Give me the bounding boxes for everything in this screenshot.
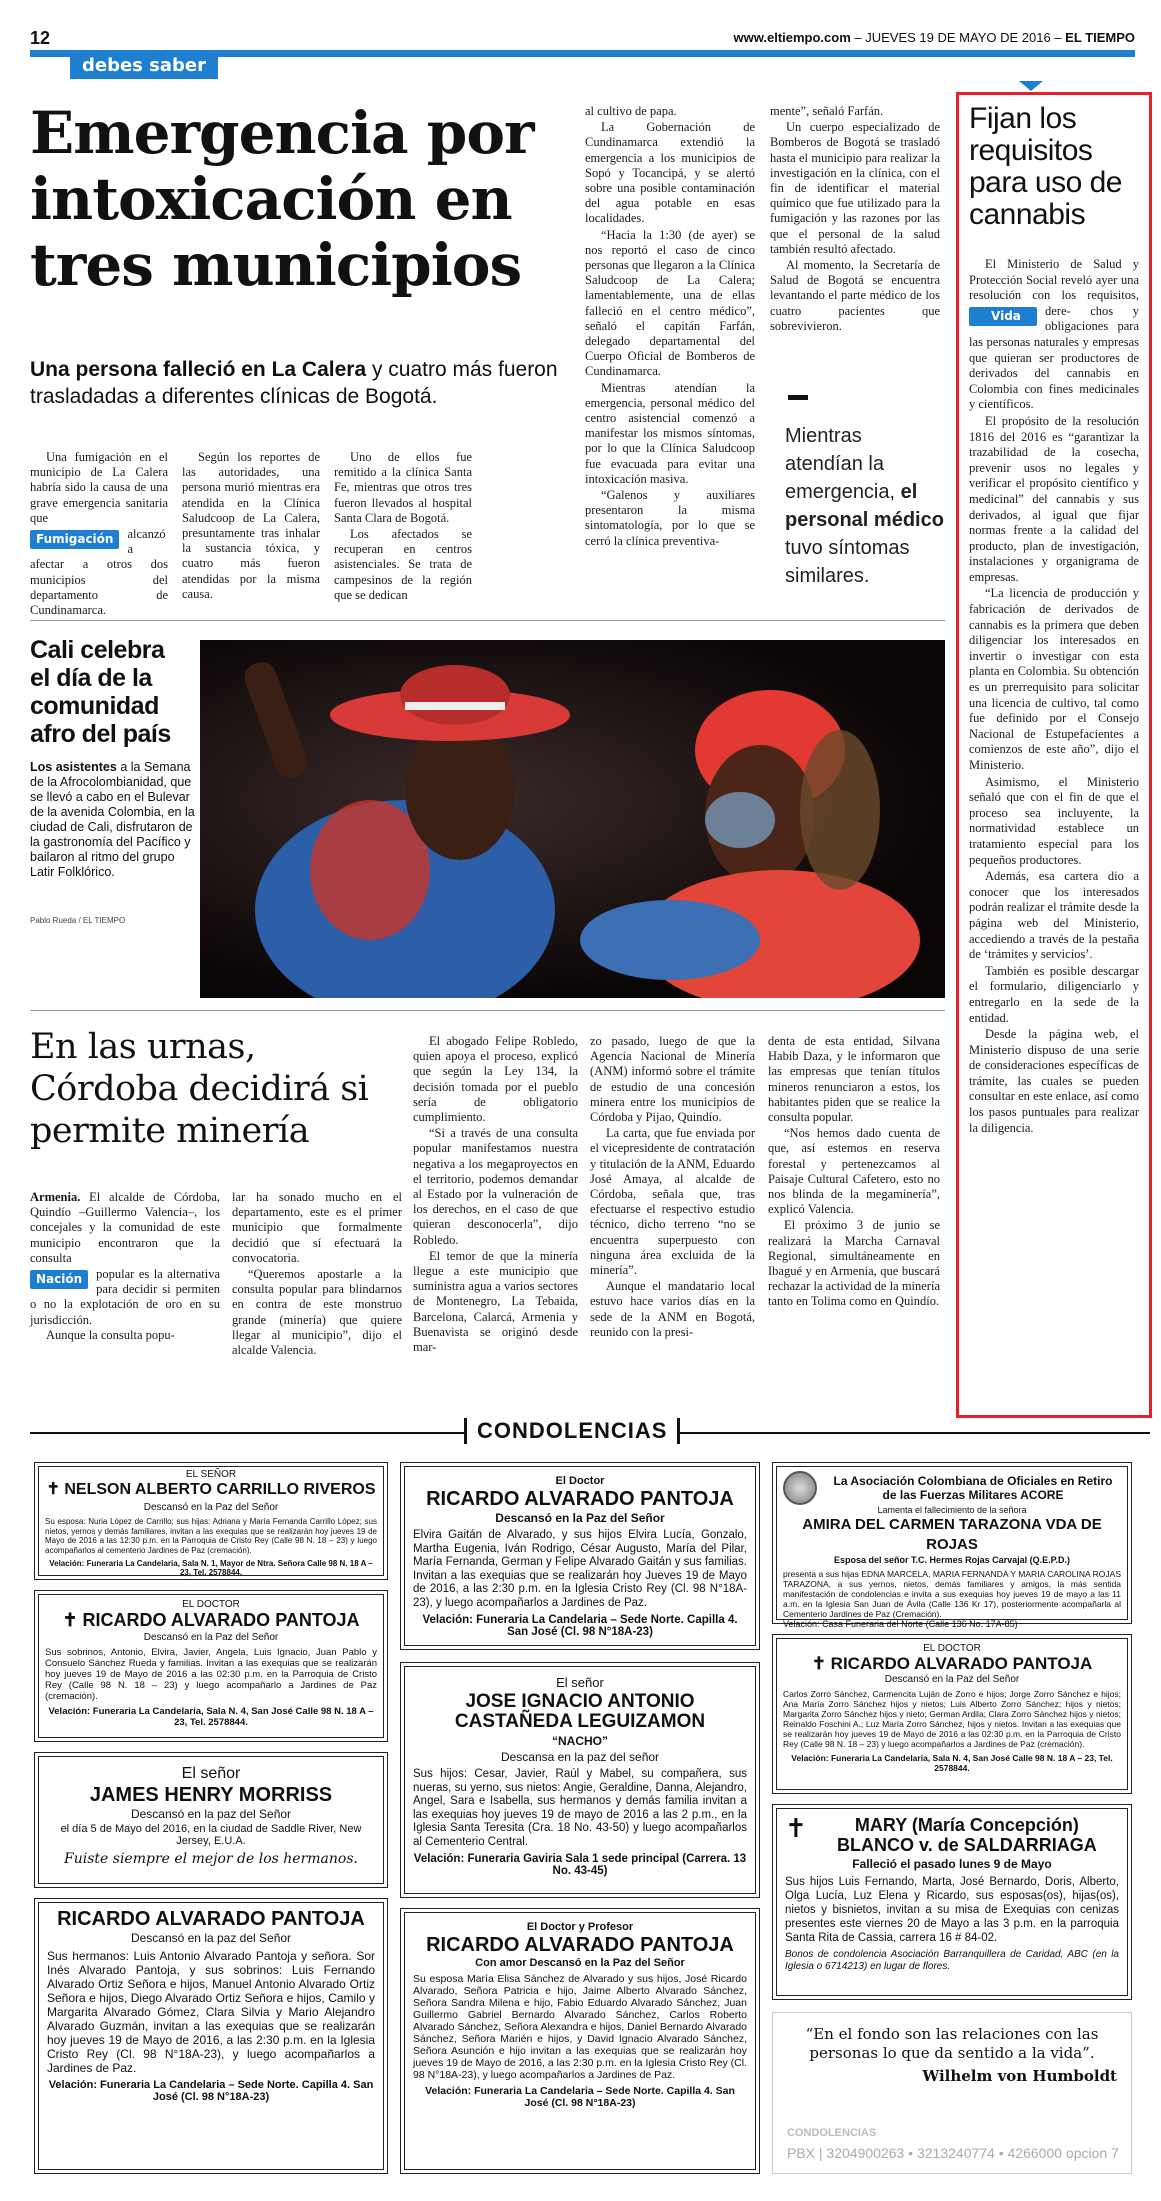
footer-phones: PBX | 3204900263 • 3213240774 • 4266000 opcion 7 [787,2145,1119,2161]
cordoba-col-5 [768,1034,940,1311]
deceased-name: BLANCO v. de SALDARRIAGA [837,1835,1097,1855]
text: Según los reportes de las autoridades, una persona murió mientras era atendida en la Clínica Saludcoop de La Calera, presuntamente tras inhalar la sustancia tóxica, y cuatro más fueron atendidas por la misma causa. [182,450,320,601]
text: el día 5 de Mayo del 2016, en la ciudad de Saddle River, New Jersey, E.U.A. [60,1823,362,1847]
text: Velación: Funeraria La Candelaria, Sala N. 4, San José Calle 98 N. 18 A – 23, Tel. 2578844. [48,1706,374,1728]
text: Aunque el mandatario local estuvo hace varios días en la sede de la ANM en Bogotá, reunido con la presi- [590,1279,755,1339]
subtitle-bold: Una persona falleció en La Calera [30,358,367,381]
text: “Galenos y auxiliares presentaron la misma sintomatología, por lo que se cerró la clínica preventiva- [585,488,755,548]
condolences-heading [464,1418,680,1444]
text: Sus sobrinos, Antonio, Elvira, Javier, Angela, Luis Ignacio, Juan Pablo y Consuelo Sánchez Rueda y familias. Invitan a las exequias que se realizarán hoy jueves 19 de Mayo de 2016 a las 02:30 p.m. en la Parroquia de Cristo Rey (Calle 98 N. 18 – 23) y luego acompañarlo a Jardines de Paz (cremación). [45,1647,377,1702]
text: Fuiste siempre el mejor de los hermanos. [64,1851,358,1867]
deceased-name: RICARDO ALVARADO PANTOJA [57,1908,365,1930]
site-url[interactable]: www.eltiempo.com [733,30,851,45]
text: lar ha sonado mucho en el departamento, este es el primer municipio que formalmente decidió que sí efectuará la convocatoria. [232,1190,402,1265]
brand-name: EL TIEMPO [1065,30,1135,45]
text: Descansa en la paz del señor [500,1750,660,1764]
text: Sus hermanos: Luis Antonio Alvarado Pantoja y señora. Sor Inés Alvarado Pantoja, y sus sobrinos: Luis Fernando Alvarado Ortiz Señora e hijos, Manuel Antonio Alvarado Ortiz Señora e hijos, Diego Alvarado Ortiz Señora e hijos, Camilo y Margarita Alvarado Gómez, Clara Silvia y Mario Alejandro Alvarado Guzmán, invitan a las exequias que se realizarán hoy jueves 19 de Mayo de 2016, a las 2:30 p.m. en la Iglesia Cristo Rey (Cl. 98 N°18A-23), y luego acompañarlos a Jardines de Paz. [47,1949,375,2075]
lead-col-4 [585,104,755,550]
cross-icon: ✝ [46,1481,65,1498]
cordoba-col-3 [413,1034,578,1356]
text: Velación: Funeraria La Candelaria, Sala N. 4, San José Calle 98 N. 18 A – 23, Tel. 2578844. [791,1753,1113,1773]
lead-col-1 [30,450,168,618]
text: Los afectados se recuperan en centros asistenciales. Se trata de campesinos de la región que se dedican [334,527,472,602]
text: El abogado Felipe Robledo, quien apoya el proceso, explicó que según la Ley 134, la decisión tomada por el pueblo sería de obligatorio cumplimiento. [413,1034,578,1125]
text: Descansó en la paz del Señor [130,1807,292,1821]
sidebar-title: Fijan los requisitos para uso de cannabis [969,102,1122,231]
text: Armenia. [30,1190,81,1204]
text: “Hacia la 1:30 (de ayer) se nos reportó el caso de cinco personas que llegaron a la Clínica Saludcoop de La Calera; lamentablemente, una de ellas falleció en el centro médico”, señaló el capitán Farfán, delegado departamental del Cuerpo Oficial de Bomberos de Cundinamarca. [585,227,755,379]
text: chos y obligaciones para las personas naturales y empresas que quieran ser productores de derivados del cannabis en Colombia con fines medicinales y científicos. [969,303,1139,412]
text: Con amor Descansó en la Paz del Señor [475,1957,685,1969]
cannabis-sidebar [956,92,1152,1418]
obituary-carrillo [34,1462,388,1580]
text: Un cuerpo especializado de Bomberos de Bogotá se trasladó hasta el municipio para realizar la investigación en la clínica, con el fin de identificar el material químico que fue utilizado para la fumigación y las razones por las que el personal de la salud también resultó afectado. [770,120,940,256]
divider [30,620,945,621]
text: el personal médico [785,481,944,531]
lead-title: Emergencia por intoxicación en tres municipios [30,99,534,299]
text: Descansó en la Paz del Señor [884,1674,1020,1685]
text: El Ministerio de Salud y Protección Social reveló ayer una resolución con los requisitos, dere- [969,257,1139,318]
dancer-man [240,658,570,998]
text: La Gobernación de Cundinamarca extendió la emergencia a los municipios de Sopó y Tocancipá, y se alertó sobre una posible contaminación del agua potable en esas localidades. [585,120,755,226]
pull-quote-dash [788,395,808,400]
cross-icon: ✝ [811,1654,831,1673]
cordoba-col-4 [590,1034,755,1341]
text: El señor [556,1675,604,1690]
text: Los asistentes [30,760,117,774]
tag-fumigacion: Fumigación [30,530,119,549]
text: EL DOCTOR [182,1599,240,1610]
text: Aunque la consulta popu- [46,1327,175,1342]
deceased-name: ✝ RICARDO ALVARADO PANTOJA [811,1654,1093,1673]
obituary-alvarado-a2 [34,1590,388,1742]
deceased-name: RICARDO ALVARADO PANTOJA [426,1934,734,1956]
text: denta de esta entidad, Silvana Habib Daza, y le informaron que las empresas que tenían títulos mineros renunciaron a estos, los habitantes piden que se realice la consulta popular. [768,1034,940,1125]
text: mente”, señaló Farfán. [770,104,884,118]
sidebar-pointer [1019,81,1043,91]
tag-nacion: Nación [30,1270,88,1289]
text: EL DOCTOR [923,1643,981,1654]
text: presenta a sus hijas EDNA MARCELA, MARIA FERNANDA Y MARIA CAROLINA ROJAS TARAZONA, a sus yernos, nietos, demás familiares y amigos, la más sentida manifestación de condolencias e invita a sus exequias hoy jueves 19 de mayo a las 11 a.m. en la Iglesia San Juan de Ávila (Calle 136 Kr 17), posteriormente acompañarla al Cementerio Jardines de Paz (Cremación). [783,1569,1121,1619]
text: Sus hijos Luis Fernando, Marta, José Bernardo, Doris, Alberto, Olga Lucía, Luz Elena y Ricardo, sus esposas(os), hijas(os), nietos y bisnietos, invitan a su misa de Exequias con cenizas presentes este viernes 20 de Mayo a las 3 p.m. en la parroquia Santa Rita de Cassia, carrera 16 # 84-02. [785,1876,1119,1944]
cordoba-col-2 [232,1190,402,1359]
text: El próximo 3 de junio se realizará la Marcha Carnaval Regional, simultáneamente en Ibagué y en Armenia, que buscará rechazar la actividad de la minería tanto en Tolima como en Quindío. [768,1218,940,1309]
page-number: 12 [30,28,51,48]
obituary-tarazona [772,1462,1132,1629]
obituary-alvarado-b1 [400,1462,760,1650]
text: Velación: Funeraria La Candelaria – Sede Norte. Capilla 4. San José (Cl. 98 N°18A-23) [48,2079,374,2103]
text: El señor [181,1765,241,1782]
text: Velación: Casa Funeraria del Norte (Calle 136 No. 17A-85) [783,1619,1018,1629]
text: Esposa del señor T.C. Hermes Rojas Carvajal (Q.E.P.D.) [834,1555,1070,1565]
text: Uno de ellos fue remitido a la clínica Santa Fe, mientras que otros tres fueron llevados al hospital Santa Clara de Bogotá. [334,450,472,525]
text: El temor de que la minería llegue a este municipio que suministra agua a varios sectores de Montenegro, La Tebaida, Barcelona, Calarcá, Armenia y Buenavista se originó desde mar- [413,1248,578,1355]
text: “NACHO” [552,1734,608,1748]
deceased-name: JAMES HENRY MORRISS [89,1784,333,1806]
text: Sus hijos: Cesar, Javier, Raúl y Mabel, su compañera, sus nueras, su yerno, sus nietos: Angie, Geraldine, Danna, Alejandro, Angel, Sara e Isabella, sus hermanos y demás familia invitan a las exequias hoy jueves 19 de mayo de 2016 a las 2 p.m., en la Iglesia Santa Teresita (Cra. 18 No. 43-50) y luego acompañarlos al Cementerio Central. [413,1768,747,1848]
text: Descansó en la Paz del Señor [143,1502,279,1513]
issue-date: JUEVES 19 DE MAYO DE 2016 [865,30,1051,45]
obituary-blanco [772,1804,1132,2000]
text: CONDOLENCIAS [477,1418,668,1443]
text: El Doctor [555,1475,605,1487]
text: alcanzó a afectar a otros dos municipios del departamento de Cundinamarca. [30,527,168,618]
obituary-castaneda [400,1662,760,1898]
cali-caption [30,760,195,880]
text: Velación: Funeraria La Candelaria – Sede Norte. Capilla 4. San José (Cl. 98 N°18A-23) [422,1614,738,1638]
lead-col-3 [334,450,472,604]
divider [30,1010,945,1011]
text: Descansó en la Paz del Señor [143,1632,279,1643]
obituary-alvarado-a4 [34,1898,388,2174]
text: Mientras atendían la emergencia, personal médico del centro asistencial comenzó a manifestar los mismos síntomas, por lo que la Clínica Saludcoop fue evacuada para evitar una intoxicación masiva. [585,380,755,486]
text: Además, esa cartera dio a conocer que los interesados podrán realizar el trámite desde la página web del Ministerio, accediendo a través de la pestaña de ‘trámites y servicios’. [969,869,1139,962]
quote-text: “En el fondo son las relaciones con las personas lo que da sentido a la vida”. [805,2025,1099,2062]
footer-label: CONDOLENCIAS [787,2127,877,2139]
text: Velación: Funeraria La Candelaria – Sede Norte. Capilla 4. San José (Cl. 98 N°18A-23) [425,2085,735,2109]
deceased-name: RICARDO ALVARADO PANTOJA [426,1488,734,1510]
text: Elvira Gaitán de Alvarado, y sus hijos Elvira Lucía, Gonzalo, Martha Eugenia, Iván Rodrigo, César Augusto, María del Pilar, María Fernanda, German y Felipe Alvarado Gaitán y sus familias. Invitan a las exequias que se realizarán hoy Jueves 19 de Mayo de 2016, a las 2:30 p.m. en la Iglesia Cristo Rey (Cl. 98 N°18A-23), y luego acompañarlos a Jardines de Paz. [413,1529,747,1609]
obituary-alvarado-c2 [772,1634,1132,1794]
text: Descansó en la paz del Señor [130,1931,292,1945]
text: Al momento, la Secretaría de Salud de Bogotá se encuentra levantando el parte médico de los cuatro pacientes que sobrevivieron. [770,258,940,333]
text: Asimismo, el Ministerio señaló que con el fin de que el proceso sea incluyente, la normatividad establece un tratamiento especial para los pequeños productores. [969,774,1139,867]
cross-icon: ✝ [785,1813,807,1843]
text: Carlos Zorro Sánchez, Carmencita Luján de Zorro e hijos; Jorge Zorro Sánchez e hijos; Ana María Zorro Sánchez hijos y nietos; Luis Alberto Zorro Sánchez; hijos y nietos; Margarita Zorro Sánchez hijos y nieto; German Ardila; Clara Zorro Sánchez hijos y nietos; Reinaldo Foschini A.; Luz María Zorro Sánchez, hijos y nietos. Invitan a las exequias que se realizarán hoy jueves 19 de Mayo de 2016 a las 02:30 p.m. en la Parroquia de Cristo Rey (Calle 98 N. 18 – 23) y luego acompañarlos a Jardines de Paz (cremación). [783,1689,1121,1749]
cali-title: Cali celebra el día de la comunidad afro del país [30,636,171,748]
text: Descansó en la Paz del Señor [495,1511,665,1525]
text: La carta, que fue enviada por el vicepresidente de contratación y titulación de la ANM, Eduardo José Amaya, al alcalde de Córdoba, señala que, tras efectuarse el respectivo estudio técnico, dicho terreno “no se encuentra superpuesto con ninguna área excluida de la minería”. [590,1126,755,1278]
text: “Nos hemos dado cuenta de que, así estemos en reserva forestal y pertenezcamos al Paisaje Cultural Cafetero, esto no nos blinda de la megaminería”, explicó Valencia. [768,1126,940,1217]
text: popular es la alternativa para decidir si permiten o no la explotación de oro en su jurisdicción. [30,1267,220,1327]
obituary-alvarado-b3 [400,1908,760,2174]
subtitle-rest: y cuatro más fueron trasladadas a diferentes clínicas de Bogotá. [30,358,558,408]
dancer-woman [580,690,920,998]
cordoba-title: En las urnas, Córdoba decidirá si permite minería [30,1027,369,1151]
text: EL SEÑOR [185,1469,237,1480]
cross-icon: ✝ [62,1610,83,1630]
text: Velación: Funeraria Gaviria Sala 1 sede principal (Carrera. 13 No. 43-45) [413,1853,747,1877]
text: El Doctor y Profesor [526,1921,634,1933]
text: También es posible descargar el formulario, diligenciarlo y entregarlo en la sede de la entidad. [969,963,1139,1025]
text: El alcalde de Córdoba, Quindío –Guillermo Valencia–, los concejales y la comunidad de este municipio encontraron que la consulta [30,1190,220,1265]
deceased-name: JOSE IGNACIO ANTONIO CASTAÑEDA LEGUIZAMON [454,1691,706,1732]
deceased-name: ✝ RICARDO ALVARADO PANTOJA [62,1610,360,1630]
cordoba-col-1 [30,1190,220,1344]
section-bar [30,50,1135,74]
sidebar-body [969,257,1139,1136]
text: Mientras atendían la emergencia, [785,425,901,503]
humboldt-quote-box [772,2012,1132,2174]
text: Su esposa: Nuria López de Carrillo; sus hijas: Adriana y María Fernanda Carrillo López; sus nietos, yernos y demás familiares, invitan a las exequias que se realizarán hoy jueves 19 de Mayo de 2016 a las 12:30 p.m. en la Parroquia de Cristo Rey (Calle 98 N. 18 – 23) y luego acompañarlos al cementerio Jardines de Paz (cremación). [45,1517,377,1555]
text: zo pasado, luego de que la Agencia Nacional de Minería (ANM) informó sobre el trámite de estudio de una concesión minera entre los municipios de Córdoba y Pijao, Quindío. [590,1034,755,1125]
text: Lamenta el fallecimiento de la señora [877,1505,1027,1515]
text: Desde la página web, el Ministerio dispuso de una serie de consideraciones específicas de trámite, las cuales se pueden consultar en este enlace, así como los pasos puntuales para realizar la diligencia. [969,1027,1139,1135]
text: Velación: Funeraria La Candelaria, Sala N. 1, Mayor de Ntra. Señora Calle 98 N. 18 A – 23, Tel. 2578844. [49,1559,373,1577]
page-header [30,28,1135,80]
text: La Asociación Colombiana de Oficiales en Retiro de las Fuerzas Militares ACORE [833,1474,1113,1502]
photo-credit: Pablo Rueda / EL TIEMPO [30,916,126,925]
quote-author: Wilhelm von Humboldt [922,2067,1117,2085]
deceased-name: MARY (María Concepción) [854,1815,1079,1835]
text: “Queremos apostarle a la consulta popular para blindarnos en contra de este monstruo grande (minería) que quiere llegar al municipio”, dijo el alcalde Valencia. [232,1267,402,1358]
header-info: www.eltiempo.com – JUEVES 19 DE MAYO DE 2016 – EL TIEMPO [733,30,1135,45]
deceased-name: ✝ NELSON ALBERTO CARRILLO RIVEROS [46,1481,376,1498]
text: El propósito de la resolución 1816 del 2016 es “garantizar la trazabilidad de la cosecha, prevenir usos no legales y verificar el propósito científico y medicinal” del cannabis y sus derivados, al igual que fijar normas frente a la calidad del producto, plan de investigación, instalaciones y organigrama de empresas. [969,413,1139,584]
pull-quote [785,422,945,590]
text: a la Semana de la Afrocolombianidad, que se llevó a cabo en el Bulevar de la avenida Colombia, en la ciudad de Cali, disfrutaron de la gastronomía del Pacífico y bailaron al ritmo del grupo Latir Folklórico. [30,760,195,879]
lead-col-5 [770,104,940,335]
acore-seal-icon [783,1471,817,1505]
deceased-name: AMIRA DEL CARMEN TARAZONA VDA DE ROJAS [802,1516,1102,1553]
text: Su esposa María Elisa Sánchez de Alvarado y sus hijos, José Ricardo Alvarado, Señora Patricia e hijo, Jaime Alberto Alvarado Sánchez, Señora Sandra Milena e hijo, Fabio Eduardo Alvarado Sánchez, Juan Guillermo Gabriel Bernardo Alvarado Sánchez, Carlos Roberto Alvarado Sánchez, Señora Alexandra e hijos, Daniel Bernardo Alvarado Sánchez, Señora Marién e hijos, y David Ignacio Alvarado Sánchez, Señora Asunción e hijo invitan a las exequias que se realizarán hoy jueves 19 de Mayo de 2016, a las 2:30 p.m. en la Iglesia Cristo Rey (Cl. 98 N°18A-23), y luego acompañarlos a Jardines de Paz. [413,1973,747,2081]
lead-subtitle [30,356,570,410]
text: Bonos de condolencia Asociación Barranquillera de Caridad, ABC (en la Iglesia o 6714213) en lugar de flores. [785,1949,1119,1972]
text: “Si a través de una consulta popular manifestamos nuestra negativa a los megaproyectos en el territorio, podemos demandar al Estado por la vulneración de los derechos, en el caso de que quieran desconocerla”, dijo Robledo. [413,1126,578,1247]
lead-col-2 [182,450,320,603]
tag-vida: Vida [969,307,1037,327]
text: Falleció el pasado lunes 9 de Mayo [852,1857,1052,1871]
obituary-morriss [34,1752,388,1888]
text: al cultivo de papa. [585,104,677,118]
cali-photo [200,640,945,998]
text: “La licencia de producción y fabricación de derivados de cannabis es la primera que deben diligenciar los interesados en invertir o investigar con esta planta en Colombia. Su obtención es un prerrequisito para solicitar una licencia de cultivo, tal como fue definido por el Consejo Nacional de Estupefacientes a comienzos de este año”, dijo el Ministerio. [969,586,1139,772]
section-label: debes saber [70,53,218,79]
text: tuvo síntomas similares. [785,537,910,587]
text: Una fumigación en el municipio de La Calera habría sido la causa de una grave emergencia sanitaria que [30,450,168,525]
